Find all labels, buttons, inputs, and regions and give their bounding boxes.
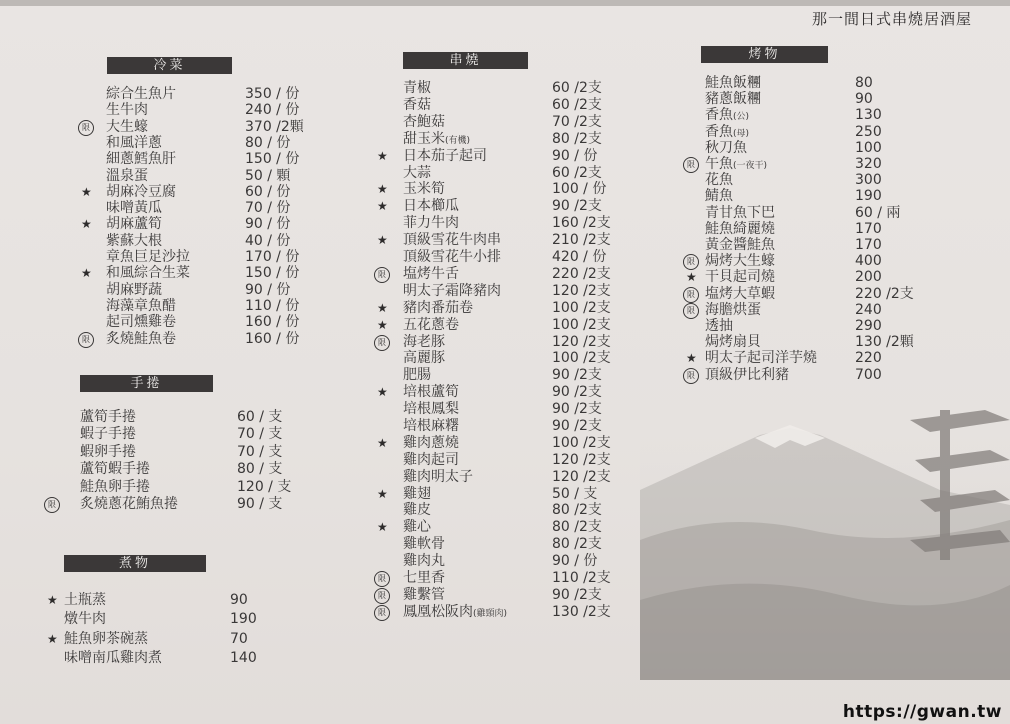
limited-badge-icon: 限 xyxy=(374,588,390,604)
item-name-text: 溫泉蛋 xyxy=(106,168,148,184)
mountain-temple-illustration xyxy=(640,380,1010,680)
item-name-text: 香魚 xyxy=(705,124,733,140)
menu-item-price: 90 / 份 xyxy=(552,148,598,164)
menu-item-name xyxy=(403,350,445,367)
menu-item-price: 90 / 份 xyxy=(552,553,598,569)
menu-item-price: 80 / 份 xyxy=(245,135,291,151)
menu-item-name xyxy=(106,249,190,266)
menu-item-name xyxy=(80,426,136,443)
menu-item-name xyxy=(705,286,775,303)
item-name-text: 香魚 xyxy=(705,107,733,123)
menu-item-name xyxy=(80,479,150,496)
limited-badge-icon: 限 xyxy=(78,332,94,348)
menu-item-price: 290 xyxy=(855,318,882,334)
menu-item-name xyxy=(80,461,150,478)
menu-item-name xyxy=(106,86,176,103)
item-name-text: 焗烤扇貝 xyxy=(705,334,761,350)
item-name-text: 杏鮑菇 xyxy=(403,114,445,130)
item-name-text: 海老豚 xyxy=(403,334,445,350)
menu-item-name xyxy=(403,486,431,503)
menu-item-name xyxy=(106,216,162,233)
menu-item-price: 210 /2支 xyxy=(552,232,611,248)
limited-badge-icon: 限 xyxy=(683,254,699,270)
menu-item-name xyxy=(64,650,162,667)
item-name-text: 胡麻冷豆腐 xyxy=(106,184,176,200)
menu-item-name xyxy=(705,221,775,238)
menu-item-price: 170 xyxy=(855,237,882,253)
menu-item-name xyxy=(403,232,501,249)
menu-item-name xyxy=(106,168,148,185)
menu-item-price: 160 / 份 xyxy=(245,331,300,347)
item-name-text: 玉米筍 xyxy=(403,181,445,197)
menu-item-price: 120 /2支 xyxy=(552,452,611,468)
menu-item-name xyxy=(705,350,817,367)
star-icon: ★ xyxy=(47,632,58,646)
item-name-text: 生牛肉 xyxy=(106,102,148,118)
menu-item-price: 60 / 份 xyxy=(245,184,291,200)
item-name-text: 炙燒蔥花鮪魚捲 xyxy=(80,496,178,512)
item-name-text: 頂級雪花牛肉串 xyxy=(403,232,501,248)
menu-item-price: 90 /2支 xyxy=(552,367,602,383)
menu-item-name xyxy=(403,181,445,198)
item-name-text: 土瓶蒸 xyxy=(64,592,106,608)
star-icon: ★ xyxy=(377,487,388,501)
menu-item-name xyxy=(106,331,176,348)
menu-item-price: 220 /2支 xyxy=(552,266,611,282)
menu-item-price: 60 / 支 xyxy=(237,409,283,425)
item-name-text: 甜玉米 xyxy=(403,131,445,147)
item-name-text: 午魚 xyxy=(705,156,733,172)
item-name-text: 雞心 xyxy=(403,519,431,535)
item-name-text: 紫蘇大根 xyxy=(106,233,162,249)
menu-item-price: 120 / 支 xyxy=(237,479,292,495)
item-name-text: 鮭魚卵茶碗蒸 xyxy=(64,631,148,647)
menu-item-name xyxy=(403,367,431,384)
section-title-skewers: 串燒 xyxy=(403,52,528,69)
menu-item-name xyxy=(403,317,459,334)
menu-item-price: 80 /2支 xyxy=(552,519,602,535)
menu-item-name xyxy=(403,418,459,435)
star-icon: ★ xyxy=(81,266,92,280)
star-icon: ★ xyxy=(377,436,388,450)
item-name-text: 秋刀魚 xyxy=(705,140,747,156)
item-name-text: 培根鳳梨 xyxy=(403,401,459,417)
item-name-text: 高麗豚 xyxy=(403,350,445,366)
star-icon: ★ xyxy=(377,199,388,213)
item-name-text: 雞皮 xyxy=(403,502,431,518)
item-name-text: 明太子霜降豬肉 xyxy=(403,283,501,299)
menu-item-name xyxy=(403,519,431,536)
item-name-text: 雞肉蔥燒 xyxy=(403,435,459,451)
menu-item-price: 150 / 份 xyxy=(245,265,300,281)
menu-item-name xyxy=(403,131,470,148)
menu-item-name xyxy=(106,102,148,119)
item-note: (雞頸肉) xyxy=(473,609,508,619)
limited-badge-icon: 限 xyxy=(683,303,699,319)
menu-item-name xyxy=(705,91,761,108)
item-name-text: 蝦卵手捲 xyxy=(80,444,136,460)
menu-item-price: 70 / 支 xyxy=(237,444,283,460)
menu-item-name xyxy=(403,80,431,97)
page-edge xyxy=(0,0,1010,6)
item-name-text: 香菇 xyxy=(403,97,431,113)
item-name-text: 鳳凰松阪肉 xyxy=(403,604,473,620)
item-note: (公) xyxy=(733,112,750,122)
item-name-text: 章魚巨足沙拉 xyxy=(106,249,190,265)
item-name-text: 焗烤大生蠔 xyxy=(705,253,775,269)
item-name-text: 明太子起司洋芋燒 xyxy=(705,350,817,366)
item-name-text: 味噌黃瓜 xyxy=(106,200,162,216)
menu-item-name xyxy=(705,237,775,254)
item-name-text: 花魚 xyxy=(705,172,733,188)
menu-item-name xyxy=(705,205,775,222)
menu-item-name xyxy=(106,282,162,299)
menu-item-name xyxy=(705,334,761,351)
menu-item-price: 170 xyxy=(855,221,882,237)
item-name-text: 培根麻糬 xyxy=(403,418,459,434)
item-name-text: 日本櫛瓜 xyxy=(403,198,459,214)
menu-item-price: 60 /2支 xyxy=(552,97,602,113)
section-title-handroll: 手捲 xyxy=(80,375,213,392)
menu-item-price: 100 /2支 xyxy=(552,350,611,366)
item-name-text: 雞軟骨 xyxy=(403,536,445,552)
item-name-text: 胡麻蘆筍 xyxy=(106,216,162,232)
item-note: (母) xyxy=(733,129,750,139)
menu-item-name xyxy=(403,570,445,587)
star-icon: ★ xyxy=(377,385,388,399)
menu-item-price: 80 xyxy=(855,75,873,91)
menu-item-price: 420 / 份 xyxy=(552,249,607,265)
menu-item-name xyxy=(705,107,749,124)
menu-item-name xyxy=(403,384,459,401)
menu-item-price: 60 /2支 xyxy=(552,80,602,96)
item-name-text: 蘆筍蝦手捲 xyxy=(80,461,150,477)
limited-badge-icon: 限 xyxy=(374,571,390,587)
item-name-text: 鮭魚飯糰 xyxy=(705,75,761,91)
item-name-text: 鯖魚 xyxy=(705,188,733,204)
item-name-text: 頂級伊比利豬 xyxy=(705,367,789,383)
menu-item-name xyxy=(403,198,459,215)
menu-item-price: 70 /2支 xyxy=(552,114,602,130)
star-icon: ★ xyxy=(686,351,697,365)
item-name-text: 培根蘆筍 xyxy=(403,384,459,400)
menu-item-price: 60 / 兩 xyxy=(855,205,901,221)
item-name-text: 雞繫管 xyxy=(403,587,445,603)
item-name-text: 味噌南瓜雞肉煮 xyxy=(64,650,162,666)
menu-item-price: 80 /2支 xyxy=(552,502,602,518)
limited-badge-icon: 限 xyxy=(683,157,699,173)
menu-item-name xyxy=(705,124,749,141)
item-name-text: 豬蔥飯糰 xyxy=(705,91,761,107)
item-name-text: 燉牛肉 xyxy=(64,611,106,627)
section-title-cold: 冷菜 xyxy=(107,57,232,74)
menu-item-price: 80 /2支 xyxy=(552,131,602,147)
menu-item-name xyxy=(705,269,775,286)
item-note: (有機) xyxy=(445,136,471,146)
menu-item-name xyxy=(106,265,190,282)
menu-item-price: 100 / 份 xyxy=(552,181,607,197)
menu-item-name xyxy=(106,233,162,250)
menu-item-price: 90 /2支 xyxy=(552,587,602,603)
menu-item-name xyxy=(80,496,178,513)
menu-item-name xyxy=(403,435,459,452)
item-name-text: 五花蔥卷 xyxy=(403,317,459,333)
menu-item-name xyxy=(705,172,733,189)
item-name-text: 雞肉明太子 xyxy=(403,469,473,485)
menu-item-price: 90 /2支 xyxy=(552,418,602,434)
menu-item-price: 100 /2支 xyxy=(552,317,611,333)
menu-item-price: 70 / 支 xyxy=(237,426,283,442)
limited-badge-icon: 限 xyxy=(78,120,94,136)
menu-item-price: 40 / 份 xyxy=(245,233,291,249)
item-name-text: 細蔥鱈魚肝 xyxy=(106,151,176,167)
item-name-text: 蘆筍手捲 xyxy=(80,409,136,425)
menu-item-name xyxy=(106,200,162,217)
menu-item-price: 110 / 份 xyxy=(245,298,300,314)
menu-item-name xyxy=(403,604,507,621)
menu-item-name xyxy=(403,452,459,469)
menu-item-name xyxy=(403,502,431,519)
menu-item-price: 220 /2支 xyxy=(855,286,914,302)
menu-item-name xyxy=(106,151,176,168)
menu-item-name xyxy=(403,401,459,418)
menu-item-name xyxy=(106,184,176,201)
item-name-text: 鮭魚綺麗燒 xyxy=(705,221,775,237)
star-icon: ★ xyxy=(686,270,697,284)
menu-item-price: 100 /2支 xyxy=(552,435,611,451)
item-name-text: 菲力牛肉 xyxy=(403,215,459,231)
menu-item-name xyxy=(106,314,176,331)
limited-badge-icon: 限 xyxy=(374,335,390,351)
menu-item-price: 90 / 份 xyxy=(245,216,291,232)
limited-badge-icon: 限 xyxy=(683,287,699,303)
menu-item-price: 90 / 支 xyxy=(237,496,283,512)
menu-item-price: 70 / 份 xyxy=(245,200,291,216)
menu-item-name xyxy=(64,611,106,628)
menu-item-name xyxy=(64,631,148,648)
star-icon: ★ xyxy=(377,301,388,315)
menu-item-name xyxy=(403,587,445,604)
menu-item-price: 220 xyxy=(855,350,882,366)
menu-item-price: 50 / 支 xyxy=(552,486,598,502)
item-name-text: 炙燒鮭魚卷 xyxy=(106,331,176,347)
item-name-text: 和風洋蔥 xyxy=(106,135,162,151)
menu-item-name xyxy=(403,536,445,553)
star-icon: ★ xyxy=(47,593,58,607)
star-icon: ★ xyxy=(81,217,92,231)
menu-item-name xyxy=(403,165,431,182)
item-name-text: 頂級雪花牛小排 xyxy=(403,249,501,265)
menu-item-price: 700 xyxy=(855,367,882,383)
menu-item-price: 70 xyxy=(230,631,248,647)
menu-item-price: 240 / 份 xyxy=(245,102,300,118)
menu-item-price: 190 xyxy=(855,188,882,204)
menu-item-price: 200 xyxy=(855,269,882,285)
menu-item-name xyxy=(106,135,162,152)
menu-item-price: 90 /2支 xyxy=(552,401,602,417)
limited-badge-icon: 限 xyxy=(374,267,390,283)
item-name-text: 青椒 xyxy=(403,80,431,96)
star-icon: ★ xyxy=(377,520,388,534)
menu-item-price: 120 /2支 xyxy=(552,283,611,299)
menu-item-price: 370 /2顆 xyxy=(245,119,304,135)
menu-item-price: 90 / 份 xyxy=(245,282,291,298)
item-name-text: 海藻章魚醋 xyxy=(106,298,176,314)
menu-item-name xyxy=(705,367,789,384)
menu-item-price: 130 /2顆 xyxy=(855,334,914,350)
menu-item-price: 170 / 份 xyxy=(245,249,300,265)
menu-item-price: 240 xyxy=(855,302,882,318)
star-icon: ★ xyxy=(377,233,388,247)
menu-item-name xyxy=(705,302,761,319)
menu-item-price: 90 /2支 xyxy=(552,198,602,214)
item-name-text: 雞肉丸 xyxy=(403,553,445,569)
limited-badge-icon: 限 xyxy=(374,605,390,621)
item-name-text: 黃金醬鮭魚 xyxy=(705,237,775,253)
menu-item-name xyxy=(106,119,148,136)
item-name-text: 青甘魚下巴 xyxy=(705,205,775,221)
menu-item-name xyxy=(403,249,501,266)
menu-item-name xyxy=(80,444,136,461)
item-name-text: 豬肉番茄卷 xyxy=(403,300,473,316)
star-icon: ★ xyxy=(377,182,388,196)
menu-item-price: 80 /2支 xyxy=(552,536,602,552)
menu-item-name xyxy=(403,469,473,486)
menu-item-name xyxy=(80,409,136,426)
menu-item-name xyxy=(403,334,445,351)
menu-item-name xyxy=(106,298,176,315)
item-name-text: 雞肉起司 xyxy=(403,452,459,468)
menu-item-price: 120 /2支 xyxy=(552,334,611,350)
menu-item-name xyxy=(403,553,445,570)
limited-badge-icon: 限 xyxy=(683,368,699,384)
menu-item-name xyxy=(705,188,733,205)
item-name-text: 海膽烘蛋 xyxy=(705,302,761,318)
menu-item-price: 140 xyxy=(230,650,257,666)
item-name-text: 七里香 xyxy=(403,570,445,586)
item-name-text: 肥腸 xyxy=(403,367,431,383)
item-name-text: 干貝起司燒 xyxy=(705,269,775,285)
menu-item-price: 90 /2支 xyxy=(552,384,602,400)
menu-item-name xyxy=(705,318,733,335)
item-name-text: 鮭魚卵手捲 xyxy=(80,479,150,495)
item-name-text: 蝦子手捲 xyxy=(80,426,136,442)
menu-item-price: 100 xyxy=(855,140,882,156)
menu-item-price: 400 xyxy=(855,253,882,269)
menu-item-name xyxy=(403,114,445,131)
menu-item-price: 350 / 份 xyxy=(245,86,300,102)
menu-item-price: 160 / 份 xyxy=(245,314,300,330)
menu-item-price: 190 xyxy=(230,611,257,627)
section-title-simmered: 煮物 xyxy=(64,555,206,572)
item-name-text: 大蒜 xyxy=(403,165,431,181)
menu-item-name xyxy=(705,253,775,270)
menu-item-price: 130 /2支 xyxy=(552,604,611,620)
item-name-text: 雞翅 xyxy=(403,486,431,502)
menu-item-price: 50 / 顆 xyxy=(245,168,291,184)
menu-item-name xyxy=(403,97,431,114)
menu-item-price: 250 xyxy=(855,124,882,140)
restaurant-name: 那一間日式串燒居酒屋 xyxy=(811,10,972,28)
menu-item-price: 320 xyxy=(855,156,882,172)
item-name-text: 塩烤牛舌 xyxy=(403,266,459,282)
star-icon: ★ xyxy=(81,185,92,199)
menu-item-name xyxy=(403,215,459,232)
item-name-text: 綜合生魚片 xyxy=(106,86,176,102)
menu-item-price: 100 /2支 xyxy=(552,300,611,316)
menu-item-name xyxy=(403,283,501,300)
menu-item-name xyxy=(705,75,761,92)
menu-item-price: 110 /2支 xyxy=(552,570,611,586)
item-name-text: 胡麻野蔬 xyxy=(106,282,162,298)
menu-item-name xyxy=(403,266,459,283)
menu-item-price: 300 xyxy=(855,172,882,188)
section-title-grilled: 烤物 xyxy=(701,46,828,63)
star-icon: ★ xyxy=(377,318,388,332)
menu-item-price: 150 / 份 xyxy=(245,151,300,167)
item-name-text: 透抽 xyxy=(705,318,733,334)
menu-item-name xyxy=(705,140,747,157)
menu-item-name xyxy=(705,156,767,173)
item-name-text: 日本茄子起司 xyxy=(403,148,487,164)
item-name-text: 大生蠔 xyxy=(106,119,148,135)
menu-item-name xyxy=(403,148,487,165)
item-note: (一夜干) xyxy=(733,161,768,171)
limited-badge-icon: 限 xyxy=(44,497,60,513)
menu-item-price: 90 xyxy=(230,592,248,608)
menu-item-price: 120 /2支 xyxy=(552,469,611,485)
watermark-url: https://gwan.tw xyxy=(842,702,1002,722)
menu-item-name xyxy=(403,300,473,317)
item-name-text: 起司燻雞卷 xyxy=(106,314,176,330)
star-icon: ★ xyxy=(377,149,388,163)
menu-item-price: 160 /2支 xyxy=(552,215,611,231)
menu-item-price: 60 /2支 xyxy=(552,165,602,181)
menu-item-price: 90 xyxy=(855,91,873,107)
menu-item-name xyxy=(64,592,106,609)
item-name-text: 塩烤大草蝦 xyxy=(705,286,775,302)
item-name-text: 和風綜合生菜 xyxy=(106,265,190,281)
menu-item-price: 80 / 支 xyxy=(237,461,283,477)
menu-item-price: 130 xyxy=(855,107,882,123)
